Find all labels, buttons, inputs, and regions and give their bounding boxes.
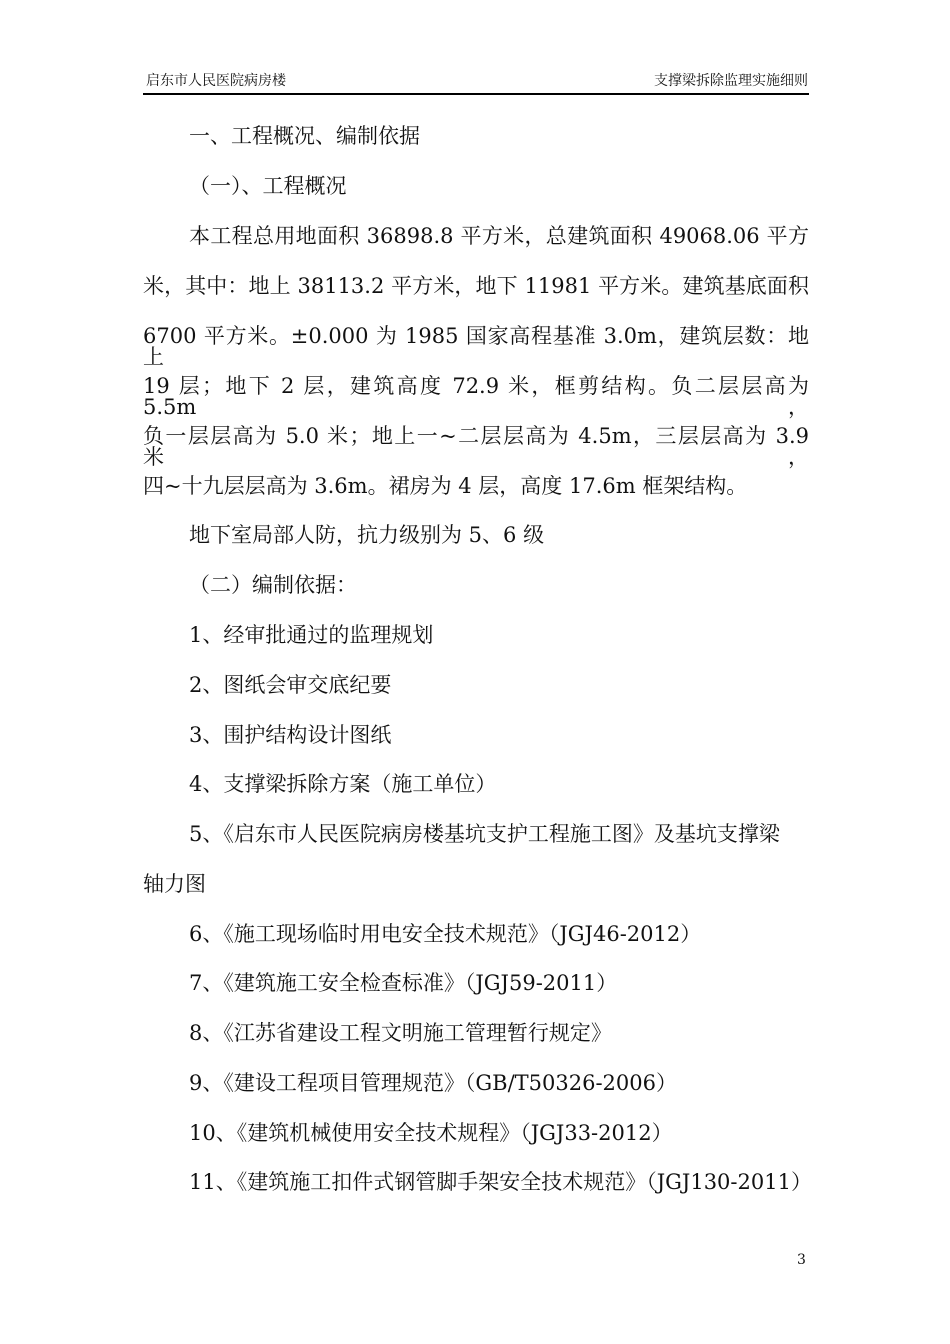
overview-line: 19 层；地下 2 层，建筑高度 72.9 米，框剪结构。负二层层高为 5.5m，	[143, 374, 809, 419]
basis-item: 3、围护结构设计图纸	[189, 723, 392, 747]
overview-line: 6700 平方米。±0.000 为 1985 国家高程基准 3.0m，建筑层数：地上	[143, 324, 809, 369]
overview-line: 负一层层高为 5.0 米；地上一~二层层高为 4.5m，三层层高为 3.9 米，	[143, 424, 809, 469]
overview-line: 四~十九层层高为 3.6m。裙房为 4 层，高度 17.6m 框架结构。	[143, 474, 748, 498]
basis-item: 2、图纸会审交底纪要	[189, 673, 392, 697]
header-project-name: 启东市人民医院病房楼	[146, 73, 286, 89]
header-document-title: 支撑梁拆除监理实施细则	[654, 73, 808, 89]
overview-line: 本工程总用地面积 36898.8 平方米，总建筑面积 49068.06 平方	[189, 224, 809, 248]
basis-item: 10、《建筑机械使用安全技术规程》（JGJ33-2012）	[189, 1121, 673, 1145]
subsection-title-basis: （二）编制依据：	[189, 573, 357, 597]
page-number: 3	[797, 1252, 806, 1268]
basis-item: 8、《江苏省建设工程文明施工管理暂行规定》	[189, 1021, 612, 1045]
basis-item: 7、《建筑施工安全检查标准》（JGJ59-2011）	[189, 971, 618, 995]
civil-defense-note: 地下室局部人防，抗力级别为 5、6 级	[189, 523, 545, 547]
basis-item: 5、《启东市人民医院病房楼基坑支护工程施工图》及基坑支撑梁	[189, 822, 780, 846]
basis-item-continuation: 轴力图	[143, 872, 206, 896]
overview-line: 米，其中：地上 38113.2 平方米，地下 11981 平方米。建筑基底面积	[143, 274, 809, 298]
basis-item: 6、《施工现场临时用电安全技术规范》（JGJ46-2012）	[189, 922, 702, 946]
section-title: 一、工程概况、编制依据	[189, 124, 420, 148]
basis-item: 1、经审批通过的监理规划	[189, 623, 434, 647]
basis-item: 11、《建筑施工扣件式钢管脚手架安全技术规范》（JGJ130-2011）	[189, 1170, 812, 1194]
subsection-title-overview: （一）、工程概况	[189, 174, 347, 198]
basis-item: 4、支撑梁拆除方案（施工单位）	[189, 772, 497, 796]
basis-item: 9、《建设工程项目管理规范》（GB/T50326-2006）	[189, 1071, 677, 1095]
header-rule	[143, 93, 809, 95]
